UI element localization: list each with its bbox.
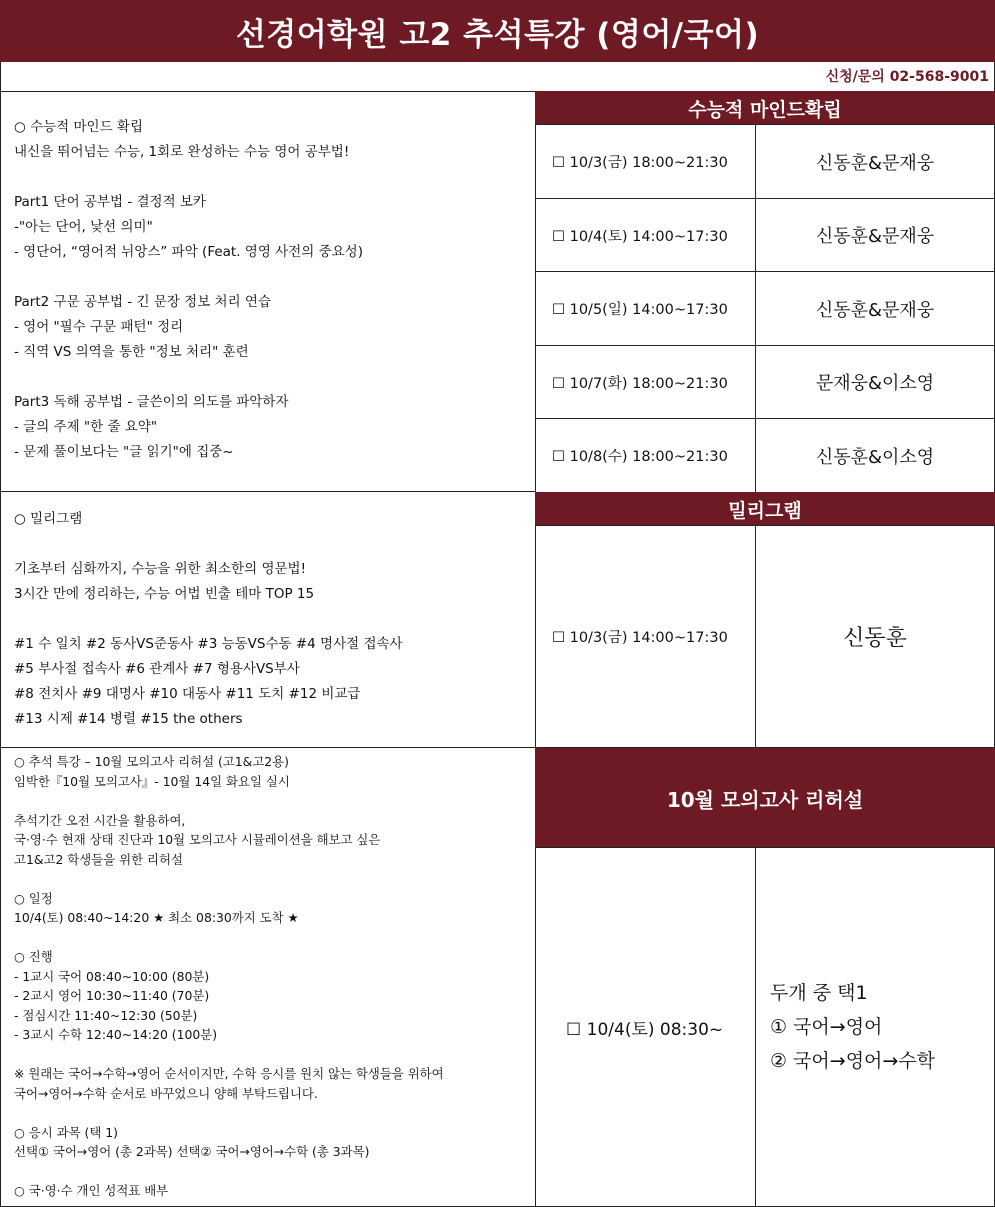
session-date-label: ☐ 10/4(토) 08:30~ <box>566 1019 724 1040</box>
description-line: - 3교시 수학 12:40~14:20 (100분) <box>14 1027 218 1042</box>
description-line: - 직역 VS 의역을 통한 "정보 처리" 훈련 <box>14 344 249 360</box>
description-line <box>14 165 529 190</box>
section2-text <box>14 507 529 732</box>
session-teacher: 신동훈&문재웅 <box>755 124 995 199</box>
section1-text <box>14 115 529 465</box>
session-date[interactable]: ☐ 10/4(토) 14:00~17:30 <box>535 198 756 272</box>
session-date[interactable] <box>535 847 756 1207</box>
description-line: #13 시제 #14 병렬 #15 the others <box>14 711 243 727</box>
session-date[interactable]: ☐ 10/7(화) 18:00~21:30 <box>535 345 756 419</box>
choice-option-2: ② 국어→영어→수학 <box>770 1050 936 1072</box>
description-line: 내신을 뛰어넘는 수능, 1회로 완성하는 수능 영어 공부법! <box>14 144 350 160</box>
description-line: 선택① 국어→영어 (총 2과목) 선택② 국어→영어→수학 (총 3과목) <box>14 1144 370 1159</box>
description-line: 고1&고2 학생들을 위한 리허설 <box>14 851 183 867</box>
session-teacher: 문재웅&이소영 <box>755 345 995 419</box>
description-line: 10/4(토) 08:40~14:20 ★ 최소 08:30까지 도착 ★ <box>14 910 299 925</box>
contact-row <box>0 62 995 92</box>
description-line: 임박한『10월 모의고사』- 10월 14일 화요일 실시 <box>14 773 290 789</box>
session-date[interactable]: ☐ 10/8(수) 18:00~21:30 <box>535 418 756 493</box>
description-line <box>14 607 529 632</box>
description-line: ○ 진행 <box>14 949 53 964</box>
description-line: #5 부사절 접속사 #6 관계사 #7 형용사VS부사 <box>14 661 300 677</box>
description-line: Part1 단어 공부법 - 결정적 보카 <box>14 194 206 210</box>
section1-header: 수능적 마인드확립 <box>535 91 995 125</box>
description-line <box>14 1162 529 1182</box>
description-line: - 영단어, “영어적 뉘앙스” 파악 (Feat. 영영 사전의 중요성) <box>14 244 363 260</box>
description-line: #8 전치사 #9 대명사 #10 대동사 #11 도치 #12 비교급 <box>14 686 361 702</box>
description-line: ○ 국·영·수 개인 성적표 배부 <box>14 1183 169 1198</box>
description-line: Part2 구문 공부법 - 긴 문장 정보 처리 연습 <box>14 294 272 310</box>
session-teacher: 신동훈&이소영 <box>755 418 995 493</box>
description-line: ※ 원래는 국어→수학→영어 순서이지만, 수학 응시를 원치 않는 학생들을 위하여 <box>14 1066 444 1081</box>
description-line: 국어→영어→수학 순서로 바꾸었으니 양해 부탁드립니다. <box>14 1085 318 1101</box>
description-line <box>14 532 529 557</box>
description-line <box>14 1103 529 1123</box>
session-date[interactable]: ☐ 10/3(금) 14:00~17:30 <box>535 525 756 748</box>
session-teacher: 신동훈&문재웅 <box>755 198 995 272</box>
description-line: ○ 추석 특강 – 10월 모의고사 리허설 (고1&고2용) <box>14 754 289 769</box>
description-line: 추석기간 오전 시간을 활용하여, <box>14 812 186 828</box>
description-line: 3시간 만에 정리하는, 수능 어법 빈출 테마 TOP 15 <box>14 586 315 602</box>
description-line: 기초부터 심화까지, 수능을 위한 최소한의 영문법! <box>14 561 306 577</box>
description-line: ○ 응시 과목 (택 1) <box>14 1124 118 1140</box>
description-line: ○ 일정 <box>14 890 53 906</box>
session-date[interactable]: ☐ 10/5(일) 14:00~17:30 <box>535 271 756 346</box>
choice-title: 두개 중 택1 <box>770 982 868 1004</box>
description-line: Part3 독해 공부법 - 글쓴이의 의도를 파악하자 <box>14 394 289 410</box>
section2-header: 밀리그램 <box>535 492 995 526</box>
description-line: - 점심시간 11:40~12:30 (50분) <box>14 1007 198 1023</box>
description-line: - 문제 풀이보다는 "글 읽기"에 집중~ <box>14 444 234 460</box>
description-line: - 2교시 영어 10:30~11:40 (70분) <box>14 988 210 1003</box>
page-title: 선경어학원 고2 추석특강 (영어/국어) <box>0 0 995 62</box>
description-line: ○ 밀리그램 <box>14 511 83 527</box>
session-teacher: 신동훈&문재웅 <box>755 271 995 346</box>
contact-info: 신청/문의 02-568-9001 <box>825 69 989 85</box>
description-line <box>14 869 529 889</box>
description-line: ○ 수능적 마인드 확립 <box>14 119 143 135</box>
description-line <box>14 928 529 948</box>
choice-option-1: ① 국어→영어 <box>770 1016 883 1038</box>
session-teacher: 신동훈 <box>755 525 995 748</box>
session-date[interactable]: ☐ 10/3(금) 18:00~21:30 <box>535 124 756 199</box>
section3-text <box>14 752 529 1201</box>
description-line <box>14 791 529 811</box>
description-line: - 영어 "필수 구문 패턴" 정리 <box>14 319 184 335</box>
description-line: - 글의 주제 "한 줄 요약" <box>14 419 158 435</box>
description-line <box>14 1045 529 1065</box>
session-choices <box>755 847 995 1207</box>
description-line <box>14 265 529 290</box>
section3-header: 10월 모의고사 리허설 <box>535 748 995 848</box>
description-line: -"아는 단어, 낯선 의미" <box>14 219 153 235</box>
description-line: #1 수 일치 #2 동사VS준동사 #3 능동VS수동 #4 명사절 접속사 <box>14 636 403 652</box>
description-line <box>14 365 529 390</box>
description-line: 국·영·수 현재 상태 진단과 10월 모의고사 시뮬레이션을 해보고 싶은 <box>14 832 381 847</box>
description-line: - 1교시 국어 08:40~10:00 (80분) <box>14 968 210 984</box>
